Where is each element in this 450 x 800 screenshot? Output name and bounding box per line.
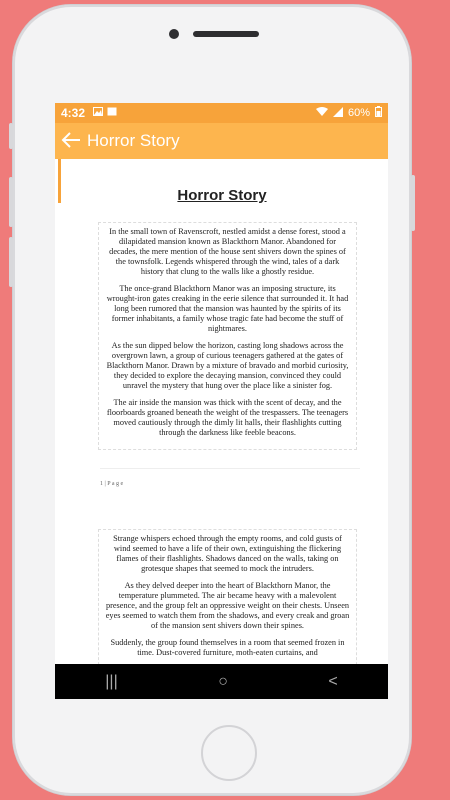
- paragraph: In the small town of Ravenscroft, nestled amidst a dense forest, stood a dilapidated mansion known as Blackthorn Manor. Abandoned for decades, the mere mention of the house sent shivers down the spines of the townsfolk. Legends whispered through the wind, tales of a dark history that clung to the walls like a ghostly residue.: [109, 227, 346, 276]
- back-arrow-icon[interactable]: [61, 130, 81, 152]
- wifi-icon: [316, 107, 328, 120]
- screen: [55, 103, 388, 699]
- status-time: 4:32: [61, 106, 86, 120]
- battery-percent: 60%: [347, 107, 370, 119]
- mute-switch: [9, 123, 13, 149]
- document-page-2: [67, 529, 377, 670]
- navigation-bar: [55, 664, 388, 699]
- paragraph: Strange whispers echoed through the empty rooms, and cold gusts of wind seemed to have a life of their own, extinguishing the flickering flames of their flashlights. Shadows danced on the walls, taking on grotesque shapes that seemed to mock the intruders.: [113, 534, 342, 573]
- page-number: 1 | P a g e: [100, 481, 124, 487]
- earpiece-speaker: [193, 31, 259, 37]
- battery-icon: [375, 106, 382, 120]
- document-viewer[interactable]: [55, 159, 388, 664]
- front-camera: [169, 29, 179, 39]
- home-button: [201, 725, 257, 781]
- paragraph: As the sun dipped below the horizon, casting long shadows across the overgrown lawn, a group of curious teenagers gathered at the gates of Blackthorn Manor. Drawn by a mixture of bravado and morbid curiosity, they decided to explore the decaying mansion, convinced they could unravel the mystery that hung over the place like a sinister fog.: [106, 341, 349, 390]
- power-button: [411, 175, 415, 231]
- document-title: Horror Story: [177, 187, 267, 204]
- page-text-box: [98, 222, 357, 450]
- signal-icon: [333, 107, 343, 120]
- paragraph: Suddenly, the group found themselves in a room that seemed frozen in time. Dust-covered furniture, moth-eaten curtains, and: [110, 638, 345, 657]
- notification-icon: [107, 107, 117, 119]
- app-bar-title: Horror Story: [87, 131, 180, 150]
- paragraph: The once-grand Blackthorn Manor was an imposing structure, its wrought-iron gates creaking in the eerie silence that surrounded it. It had long been rumored that the mansion was haunted by the spirits of its former inhabitants, a family whose tragic fate had become the stuff of nightmares.: [106, 284, 349, 333]
- volume-up-button: [9, 177, 13, 227]
- status-bar: [55, 103, 388, 123]
- paragraph: As they delved deeper into the heart of Blackthorn Manor, the temperature plummeted. The air became heavy with a malevolent presence, and the group felt an oppressive weight on their chests. Unseen eyes seemed to watch them from the shadows, and every creak and groan of the mansion sent shivers down their spines.: [105, 581, 350, 630]
- home-nav-button[interactable]: ○: [218, 672, 228, 690]
- app-bar: [55, 123, 388, 159]
- document-page-1: [67, 187, 377, 490]
- paragraph: The air inside the mansion was thick with the scent of decay, and the floorboards groaned beneath the weight of the trespassers. The teenagers moved cautiously through the dimly lit halls, their flashlights cutting through the darkness like feeble beacons.: [106, 398, 349, 437]
- recents-button[interactable]: |||: [105, 672, 118, 690]
- image-notification-icon: [93, 107, 103, 119]
- volume-down-button: [9, 237, 13, 287]
- back-nav-button[interactable]: <: [328, 672, 338, 690]
- page-text-box: [98, 529, 357, 670]
- accent-strip: [58, 159, 61, 203]
